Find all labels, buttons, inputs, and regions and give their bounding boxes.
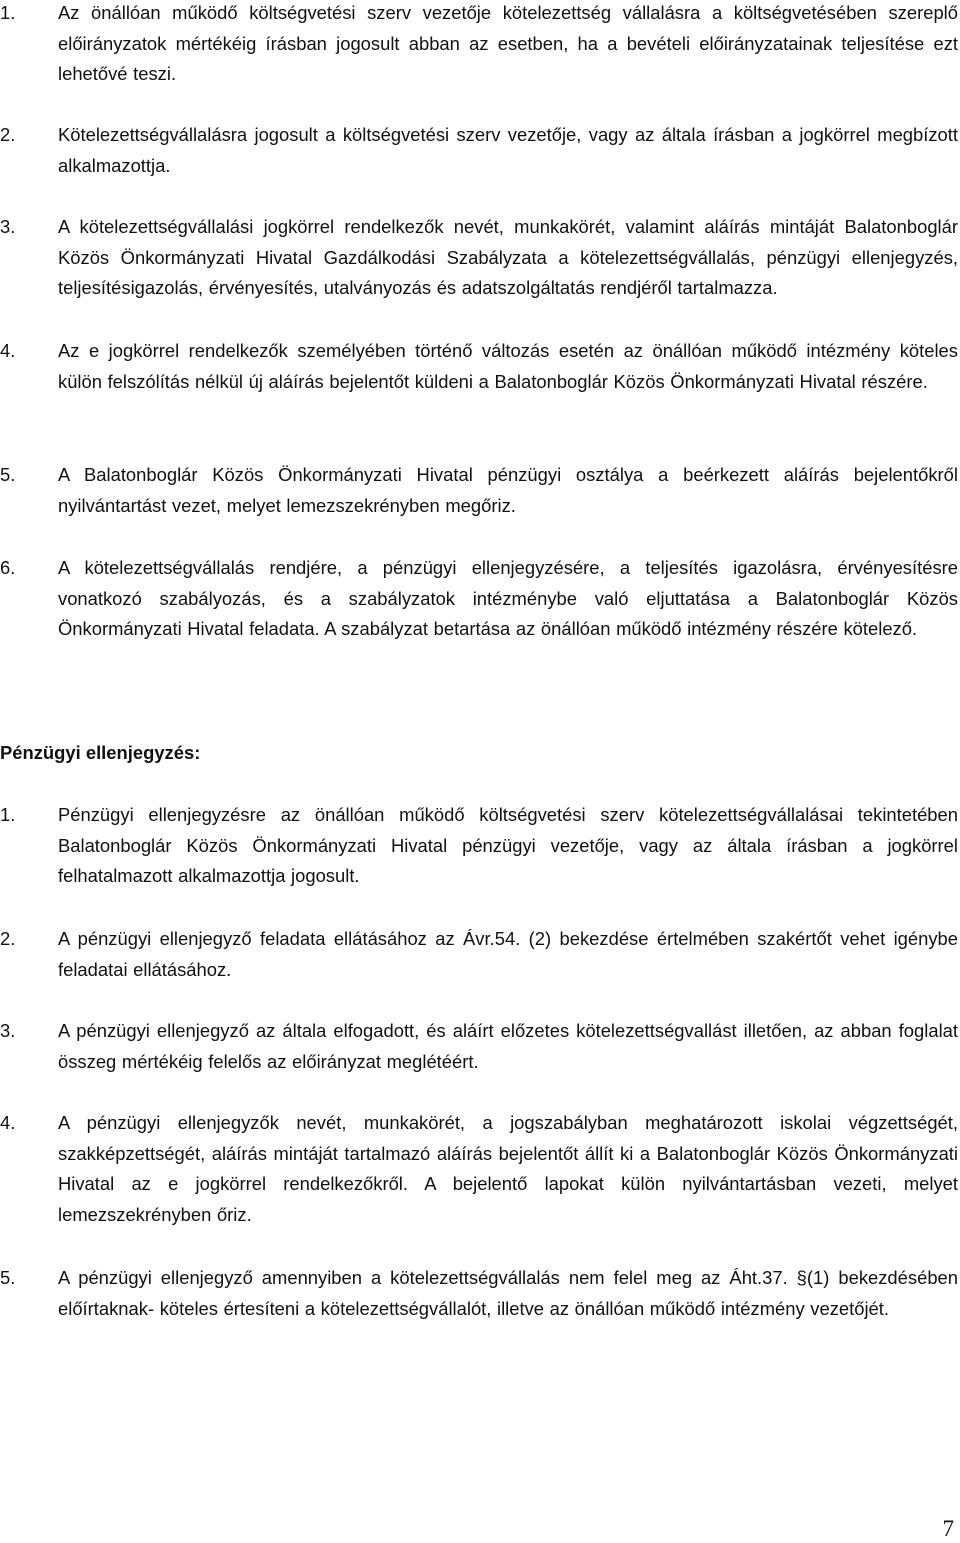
item-number: 2. bbox=[0, 124, 16, 145]
item-number: 3. bbox=[0, 1020, 16, 1041]
section-heading: Pénzügyi ellenjegyzés: bbox=[0, 742, 201, 763]
list-item bbox=[0, 1108, 958, 1230]
item-text: A kötelezettségvállalás rendjére, a pénzügyi ellenjegyzésére, a teljesítés igazolásra, érvényesítésre vonatkozó szabályozás, és a szabályzatok intézménybe való eljuttatása a Balatonboglár Közös Önkormányzati Hivatal feladata. A szabályzat betartása az önállóan működő intézmény részére kötelező. bbox=[58, 557, 958, 639]
list-item bbox=[0, 553, 958, 645]
item-text: A pénzügyi ellenjegyző az általa elfogadott, és aláírt előzetes kötelezettségvallást illetően, az abban foglalat összeg mértékéig felelős az előirányzat meglétéért. bbox=[58, 1020, 958, 1072]
item-text: Kötelezettségvállalásra jogosult a költségvetési szerv vezetője, vagy az általa írásban a jogkörrel megbízott alkalmazottja. bbox=[58, 124, 958, 176]
item-number: 1. bbox=[0, 804, 16, 825]
list-item bbox=[0, 1016, 958, 1077]
list-item bbox=[0, 1263, 958, 1324]
item-number: 5. bbox=[0, 1267, 16, 1288]
item-number: 4. bbox=[0, 340, 16, 361]
item-text: A pénzügyi ellenjegyző amennyiben a kötelezettségvállalás nem felel meg az Áht.37. §(1) bekezdésében előírtaknak- köteles értesíteni a kötelezettségvállalót, illetve az önállóan működő intézmény vezetőjét. bbox=[58, 1267, 958, 1319]
item-number: 3. bbox=[0, 216, 16, 237]
item-text: A kötelezettségvállalási jogkörrel rendelkezők nevét, munkakörét, valamint aláírás mintáját Balatonboglár Közös Önkormányzati Hivatal Gazdálkodási Szabályzata a kötelezettségvállalás, pénzügyi ellenjegyzés, teljesítésigazolás, érvényesítés, utalványozás és adatszolgáltatás rendjéről tartalmazza. bbox=[58, 216, 958, 298]
item-text: Az önállóan működő költségvetési szerv vezetője kötelezettség vállalásra a költségvetésében szereplő előirányzatok mértékéig írásban jogosult abban az esetben, ha a bevételi előirányzatainak teljesítése ezt lehetővé teszi. bbox=[58, 2, 958, 84]
list-item bbox=[0, 212, 958, 304]
list-item bbox=[0, 120, 958, 181]
item-number: 2. bbox=[0, 928, 16, 949]
list-item bbox=[0, 0, 958, 90]
list-item bbox=[0, 460, 958, 521]
item-text: A pénzügyi ellenjegyzők nevét, munkakörét, a jogszabályban meghatározott iskolai végzettségét, szakképzettségét, aláírás mintáját tartalmazó aláírás bejelentőt állít ki a Balatonboglár Közös Önkormányzati Hivatal az e jogkörrel rendelkezőkről. A bejelentő lapokat külön nyilvántartásban vezeti, melyet lemezszekrényben őriz. bbox=[58, 1112, 958, 1225]
page-number: 7 bbox=[942, 1516, 954, 1541]
item-text: A pénzügyi ellenjegyző feladata ellátásához az Ávr.54. (2) bekezdése értelmében szakértőt vehet igénybe feladatai ellátásához. bbox=[58, 928, 958, 980]
item-text: Pénzügyi ellenjegyzésre az önállóan működő költségvetési szerv kötelezettségvállalásai tekintetében Balatonboglár Közös Önkormányzati Hivatal pénzügyi vezetője, vagy az általa írásban a jogkörrel felhatalmazott alkalmazottja jogosult. bbox=[58, 804, 958, 886]
item-text: A Balatonboglár Közös Önkormányzati Hivatal pénzügyi osztálya a beérkezett aláírás bejelentőkről nyilvántartást vezet, melyet lemezszekrényben megőriz. bbox=[58, 464, 958, 516]
item-number: 6. bbox=[0, 557, 16, 578]
item-text: Az e jogkörrel rendelkezők személyében történő változás esetén az önállóan működő intézmény köteles külön felszólítás nélkül új aláírás bejelentőt küldeni a Balatonboglár Közös Önkormányzati Hivatal részére. bbox=[58, 340, 958, 392]
item-number: 4. bbox=[0, 1112, 16, 1133]
list-item bbox=[0, 924, 958, 985]
item-number: 5. bbox=[0, 464, 16, 485]
list-item bbox=[0, 800, 958, 892]
list-item bbox=[0, 336, 958, 397]
item-number: 1. bbox=[0, 2, 16, 23]
